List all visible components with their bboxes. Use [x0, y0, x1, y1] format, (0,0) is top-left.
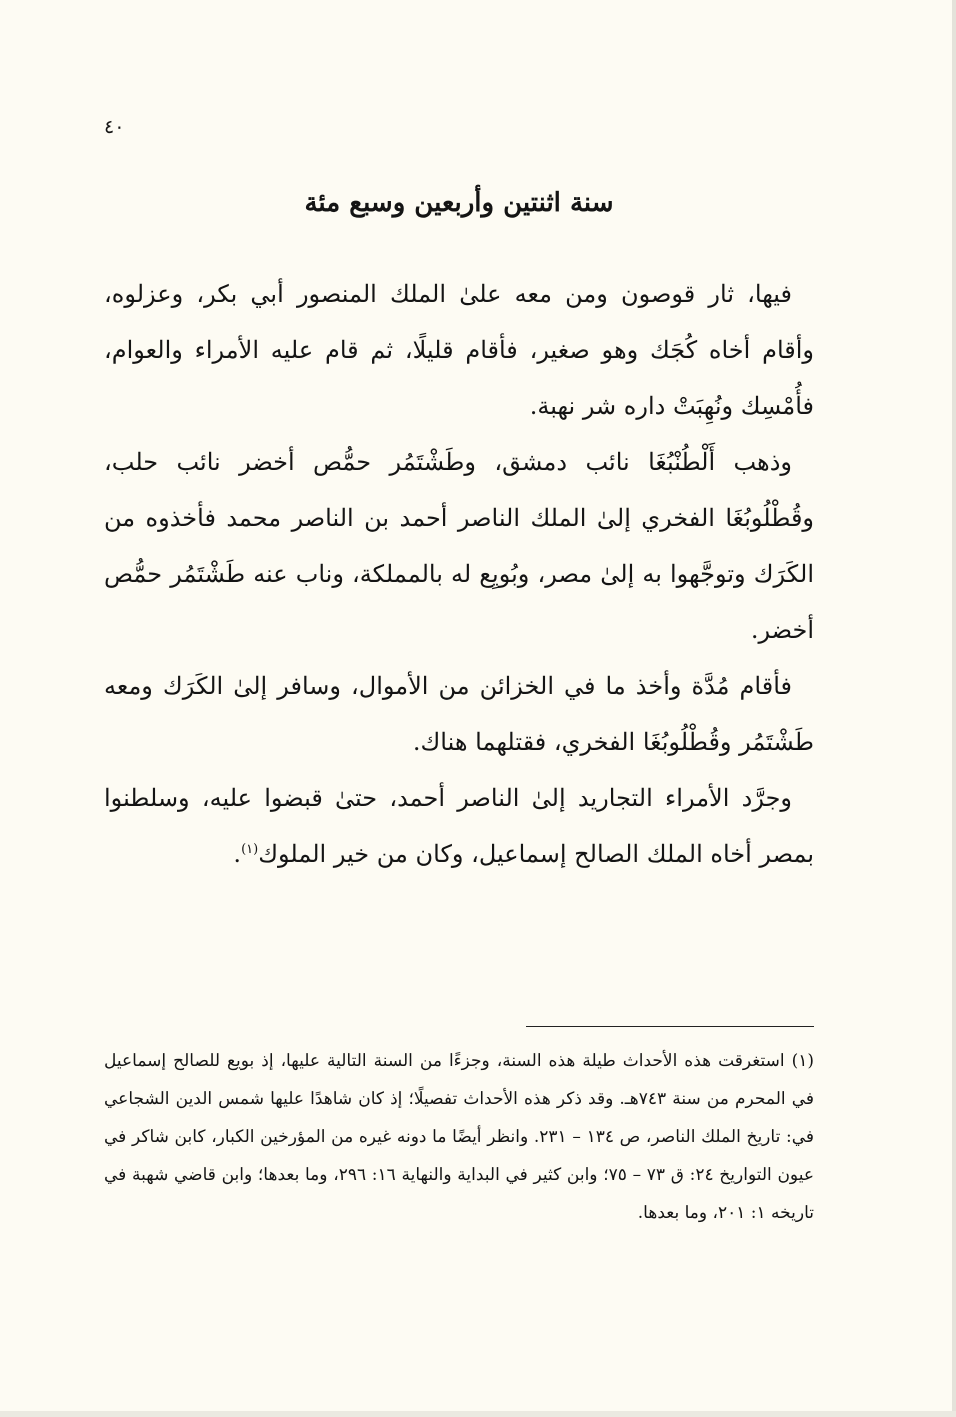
page-edge-bottom — [0, 1411, 956, 1417]
paragraph-3 — [104, 658, 814, 770]
page-edge-right — [952, 0, 956, 1417]
paragraph-4 — [104, 770, 814, 882]
footnote-1: (١) استغرقت هذه الأحداث طيلة هذه السنة، وجزءًا من السنة التالية عليها، إذ بويع للصالح إسماعيل في المحرم من سنة ٧٤٣هـ. وقد ذكر هذه الأحداث تفصيلًا؛ إذ كان شاهدًا عليها شمس الدين الشجاعي في: تاريخ الملك الناصر، ص ١٣٤ – ٢٣١. وانظر أيضًا ما دونه غيره من المؤرخين الكبار، كابن شاكر في عيون التواريخ ٢٤: ق ٧٣ – ٧٥؛ وابن كثير في البداية والنهاية ١٦: ٢٩٦، وما بعدها؛ وابن قاضي شهبة في تاريخه ١: ٢٠١، وما بعدها. — [104, 1051, 815, 1223]
paragraph-1-text: فيها، ثار قوصون ومن معه علىٰ الملك المنصور أبي بكر، وعزلوه، وأقام أخاه كُجَك وهو صغير، فأقام قليلًا، ثم قام عليه الأمراء والعوام، فأُمْسِك ونُهِبَتْ داره شر نهبة. — [104, 280, 814, 420]
paragraph-4-text: وجرَّد الأمراء التجاريد إلىٰ الناصر أحمد، حتىٰ قبضوا عليه، وسلطنوا بمصر أخاه الملك الصالح إسماعيل، وكان من خير الملوك — [104, 784, 814, 868]
paragraph-4-end: . — [233, 840, 242, 868]
main-text — [104, 266, 814, 882]
paragraph-3-text: فأقام مُدَّة وأخذ ما في الخزائن من الأموال، وسافر إلىٰ الكَرَك ومعه طَشْتَمُر وقُطْلُوبُغَا الفخري، فقتلهما هناك. — [104, 672, 814, 756]
chapter-title: سنة اثنتين وأربعين وسبع مئة — [304, 188, 614, 218]
footnotes — [104, 1042, 814, 1232]
footnote-reference[interactable]: (١) — [241, 842, 259, 857]
paragraph-2-text: وذهب أَلْطُنْبُغَا نائب دمشق، وطَشْتَمُر حمُّص أخضر نائب حلب، وقُطْلُوبُغَا الفخري إلىٰ الملك الناصر أحمد بن الناصر محمد فأخذوه من الكَرَك وتوجَّهوا به إلىٰ مصر، وبُويِع له بالمملكة، وناب عنه طَشْتَمُر حمُّص أخضر. — [104, 448, 814, 644]
paragraph-2 — [104, 434, 814, 658]
page-number: ٤٠ — [104, 116, 125, 138]
footnote-divider — [526, 1026, 814, 1027]
paragraph-1 — [104, 266, 814, 434]
